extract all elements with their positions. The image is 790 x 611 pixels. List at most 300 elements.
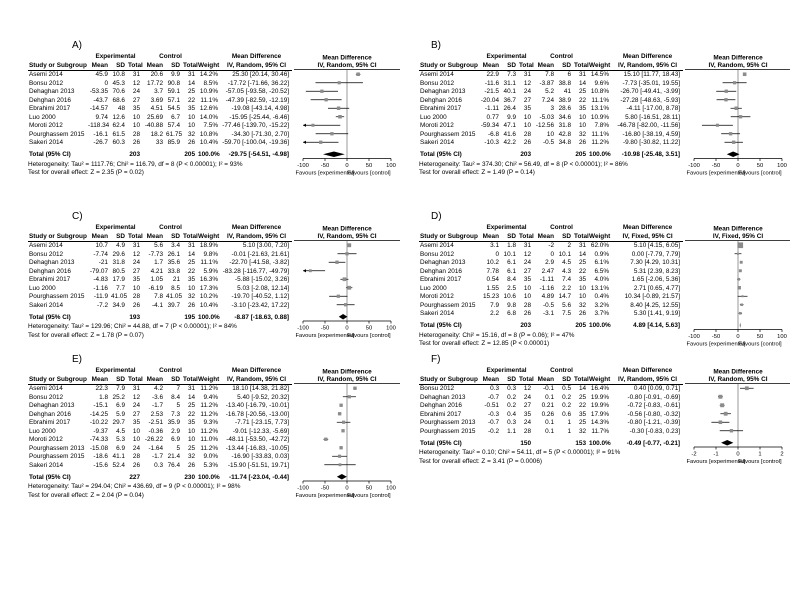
method-header: IV, Fixed, 95% CI xyxy=(612,233,683,242)
ctrl-grand-total-cell: 153 xyxy=(575,439,587,447)
ctrl-sd-cell: 6.7 xyxy=(171,113,181,121)
axis-tick-label: -100 xyxy=(688,163,700,169)
column-header: Mean xyxy=(479,233,502,242)
ctrl-mean-cell: 1.7 xyxy=(154,259,164,266)
ctrl-total-cell: 35 xyxy=(187,419,196,426)
md-column-header: Mean Difference xyxy=(622,53,673,60)
exp-mean-cell: -1.11 xyxy=(484,105,499,112)
effect-marker xyxy=(737,253,739,255)
effect-marker xyxy=(729,132,732,135)
weight-cell: 11.2% xyxy=(200,444,219,452)
exp-total-cell: 35 xyxy=(523,410,532,418)
ctrl-total-cell: 31 xyxy=(187,385,196,392)
study-row xyxy=(419,310,683,319)
overall-effect-note: Test for overall effect: Z = 1.49 (P = 0.14) xyxy=(419,169,535,177)
forest-panel-b xyxy=(419,40,790,180)
column-header: Weight xyxy=(198,375,220,383)
effect-marker xyxy=(724,98,727,101)
ctrl-total-cell: 10 xyxy=(187,436,196,443)
study-name-cell: Dehaghan 2013 xyxy=(420,393,466,401)
spacer-cell xyxy=(88,474,111,483)
pooled-diamond xyxy=(740,322,741,328)
panel-b-plot xyxy=(685,53,790,180)
exp-total-cell: 24 xyxy=(523,259,532,266)
study-name-cell: Ebrahimi 2017 xyxy=(420,276,462,283)
study-name-cell: Sakeri 2014 xyxy=(29,139,64,146)
ctrl-mean-cell: 18.2 xyxy=(150,130,164,138)
weight-cell: 6.5% xyxy=(594,267,610,275)
weight-cell: 11.1% xyxy=(200,259,219,266)
column-header: Mean xyxy=(88,376,111,385)
weight-cell: 3.7% xyxy=(594,310,610,317)
md-ci-cell: 18.10 [14.38, 21.82] xyxy=(232,385,290,392)
ctrl-sd-cell: 21.4 xyxy=(167,453,181,460)
column-header: Mean xyxy=(534,233,557,242)
study-name-cell: Dehghan 2016 xyxy=(29,410,71,418)
effect-marker xyxy=(330,132,333,135)
plot-header-title: Mean Difference xyxy=(713,225,763,233)
exp-mean-cell: -9.37 xyxy=(93,427,108,435)
ctrl-sd-cell: 57.1 xyxy=(167,96,181,104)
exp-total-cell: 24 xyxy=(132,444,141,452)
exp-mean-cell: 9.74 xyxy=(95,113,108,121)
exp-total-cell: 31 xyxy=(523,242,532,249)
exp-total-cell: 12 xyxy=(523,79,532,87)
exp-sd-cell: 8.4 xyxy=(507,276,516,283)
ctrl-sd-cell: 0.6 xyxy=(562,410,572,418)
spacer-cell xyxy=(502,322,519,331)
axis-tick-label: -50 xyxy=(711,334,721,340)
column-header: SD xyxy=(111,376,128,385)
ctrl-mean-cell: 2.47 xyxy=(541,267,555,275)
exp-sd-cell: 12.6 xyxy=(112,113,125,121)
ctrl-mean-cell: 25.69 xyxy=(147,113,164,121)
study-name-cell: Dehghan 2016 xyxy=(420,96,462,104)
exp-total-cell: 35 xyxy=(523,105,532,112)
ctrl-total-cell: 32 xyxy=(187,130,196,138)
study-row xyxy=(419,242,683,251)
ctrl-mean-cell: 4.89 xyxy=(541,293,555,300)
column-header: SD xyxy=(166,233,183,242)
total-md-ci-cell: 4.89 [4.14, 5.63] xyxy=(633,322,681,329)
exp-mean-cell: 0.77 xyxy=(486,113,499,121)
weight-cell: 9.8% xyxy=(203,250,219,258)
exp-sd-cell: 70.6 xyxy=(112,88,125,95)
exp-mean-cell: -21.5 xyxy=(484,88,499,95)
column-header-row xyxy=(28,62,292,71)
md-ci-cell: 1.65 [-2.06, 5.36] xyxy=(631,276,681,283)
study-name-cell: Moroti 2012 xyxy=(29,436,63,443)
exp-mean-cell: 45.9 xyxy=(95,71,108,78)
md-ci-cell: -47.39 [-82.59, -12.19] xyxy=(225,96,290,104)
ctrl-mean-cell: -5.03 xyxy=(539,113,555,121)
ctrl-sd-cell: 76.4 xyxy=(167,461,181,469)
study-name-cell: Asemi 2014 xyxy=(29,71,63,78)
study-row xyxy=(28,105,292,114)
study-name-cell: Moroti 2012 xyxy=(420,293,454,300)
plot-header-title: Mean Difference xyxy=(322,225,372,233)
exp-sd-cell: 29.6 xyxy=(112,250,125,258)
md-ci-cell: 5.40 [-9.52, 20.32] xyxy=(237,393,290,401)
column-header-row xyxy=(419,62,683,71)
overall-effect-note: Test for overall effect: Z = 12.85 (P < 0.00001) xyxy=(419,340,550,348)
column-header: Total xyxy=(574,61,589,69)
ctrl-mean-cell: 0.1 xyxy=(545,427,555,435)
study-row xyxy=(419,259,683,268)
exp-total-cell: 10 xyxy=(132,427,141,435)
spacer-cell xyxy=(88,151,111,160)
total-label-cell: Total (95% CI) xyxy=(420,439,462,447)
study-row xyxy=(28,293,292,302)
exp-total-cell: 12 xyxy=(132,250,141,258)
ctrl-total-cell: 35 xyxy=(578,410,587,418)
exp-total-cell: 24 xyxy=(523,419,532,426)
ctrl-sd-cell: 28.6 xyxy=(558,105,572,112)
column-header: Total xyxy=(574,232,589,240)
ctrl-total-cell: 10 xyxy=(578,113,587,121)
study-name-cell: Dehaghan 2013 xyxy=(29,402,75,409)
exp-sd-cell: 36.7 xyxy=(503,96,516,104)
plot-header-title: Mean Difference xyxy=(322,54,372,62)
spacer-cell xyxy=(557,440,574,449)
effect-marker xyxy=(347,243,351,247)
study-row xyxy=(28,139,292,148)
column-header: Weight xyxy=(589,375,611,383)
ctrl-sd-cell: 3.4 xyxy=(171,242,181,249)
pooled-diamond xyxy=(339,314,348,320)
experimental-group-header: Experimental xyxy=(486,367,527,374)
exp-total-cell: 10 xyxy=(523,113,532,121)
exp-total-cell: 10 xyxy=(523,122,532,129)
spacer-cell xyxy=(419,53,479,62)
effect-marker xyxy=(339,463,342,466)
study-row xyxy=(28,385,292,394)
md-ci-cell: -16.90 [-33.83, 0.03] xyxy=(231,453,290,460)
experimental-group-header: Experimental xyxy=(95,224,136,231)
ctrl-total-cell: 22 xyxy=(578,402,587,409)
ctrl-mean-cell: 7.24 xyxy=(541,96,555,104)
spacer-cell xyxy=(198,367,221,376)
md-column-header: Mean Difference xyxy=(622,224,673,231)
spacer-cell xyxy=(534,322,557,331)
study-row xyxy=(419,88,683,97)
forest-panel-e xyxy=(28,354,400,502)
method-header: IV, Random, 95% CI xyxy=(612,62,683,71)
column-header: SD xyxy=(557,62,574,71)
total-weight-cell: 100.0% xyxy=(198,313,220,321)
exp-sd-cell: 5.9 xyxy=(116,410,125,418)
study-name-cell: Dehaghan 2013 xyxy=(420,88,466,95)
group-header-row xyxy=(419,367,683,376)
exp-sd-cell: 0.2 xyxy=(507,402,516,409)
weight-cell: 10.9% xyxy=(590,113,610,121)
panel-d-plot xyxy=(685,224,790,351)
total-md-ci-cell: -11.74 [-23.04, -0.44] xyxy=(229,473,290,481)
exp-sd-cell: 0.3 xyxy=(507,385,516,392)
study-row xyxy=(28,428,292,437)
favours-right-label: Favours [control] xyxy=(738,459,782,465)
weight-cell: 4.0% xyxy=(594,276,610,283)
ctrl-total-cell: 26 xyxy=(187,139,196,146)
ctrl-total-cell: 10 xyxy=(187,113,196,121)
study-row xyxy=(419,80,683,89)
md-ci-cell: -27.28 [-48.63, -5.93] xyxy=(620,96,681,104)
exp-sd-cell: 41.6 xyxy=(503,130,516,138)
md-ci-cell: -57.05 [-93.58, -20.52] xyxy=(225,88,290,95)
column-header: Mean xyxy=(88,62,111,71)
study-row xyxy=(28,131,292,140)
md-ci-cell: -16.80 [-38.19, 4.59] xyxy=(622,130,681,138)
heterogeneity-note: Heterogeneity: Tau² = 129.96; Chi² = 44.88, df = 7 (P < 0.00001); I² = 84% xyxy=(28,323,237,330)
ctrl-total-cell: 26 xyxy=(187,461,196,469)
study-row xyxy=(28,445,292,454)
ctrl-total-cell: 25 xyxy=(187,259,196,266)
ctrl-total-cell: 32 xyxy=(578,301,587,309)
spacer-cell xyxy=(28,367,88,376)
column-header: Weight xyxy=(198,232,220,240)
exp-mean-cell: -0.7 xyxy=(487,419,499,426)
column-header: Mean xyxy=(534,62,557,71)
column-header: Total xyxy=(128,61,143,69)
study-row xyxy=(28,80,292,89)
exp-total-cell: 26 xyxy=(132,461,141,469)
ctrl-mean-cell: -1.7 xyxy=(152,402,164,409)
exp-mean-cell: -1.16 xyxy=(93,284,108,292)
ctrl-sd-cell: 8.4 xyxy=(171,393,181,401)
exp-sd-cell: 2.5 xyxy=(507,284,516,292)
study-row xyxy=(419,394,683,403)
study-name-cell: Dehghan 2016 xyxy=(420,402,462,409)
ctrl-mean-cell: -1.7 xyxy=(152,453,164,460)
md-ci-cell: -7.73 [-35.01, 19.55] xyxy=(622,79,681,87)
ctrl-sd-cell: 0.5 xyxy=(562,385,572,392)
study-name-cell: Bonsu 2012 xyxy=(29,250,64,258)
md-ci-cell: 0.00 [-7.79, 7.79] xyxy=(631,250,681,258)
favours-right-label: Favours [control] xyxy=(738,341,782,348)
plot-header-title: Mean Difference xyxy=(713,54,763,62)
ctrl-total-cell: 31 xyxy=(578,71,587,78)
ctrl-mean-cell: 7.8 xyxy=(154,293,164,300)
study-name-cell: Pourghassem 2015 xyxy=(29,293,85,300)
ctrl-sd-cell: 26.1 xyxy=(167,250,181,258)
effect-marker xyxy=(739,115,742,118)
ctrl-sd-cell: 9.9 xyxy=(171,71,181,78)
panel-f-table xyxy=(419,367,683,465)
forest-plot-svg xyxy=(294,224,400,342)
exp-mean-cell: -15.1 xyxy=(93,402,108,409)
exp-sd-cell: 40.1 xyxy=(503,88,516,95)
exp-total-cell: 10 xyxy=(132,113,141,121)
exp-grand-total-cell: 193 xyxy=(129,313,141,321)
study-row xyxy=(419,131,683,140)
axis-tick-label: 50 xyxy=(756,163,764,169)
group-header-row xyxy=(28,53,292,62)
ctrl-total-cell: 22 xyxy=(187,96,196,104)
group-header-row xyxy=(419,224,683,233)
md-ci-cell: 25.30 [20.14, 30.46] xyxy=(232,71,290,78)
study-name-cell: Pourghassem 2015 xyxy=(29,453,85,460)
effect-marker xyxy=(338,412,341,415)
md-ci-cell: -26.70 [-49.41, -3.99] xyxy=(620,88,681,95)
column-header: SD xyxy=(166,62,183,71)
forest-table xyxy=(419,53,683,160)
control-group-header: Control xyxy=(550,224,573,231)
panel-label-a: A) xyxy=(72,40,82,51)
axis-tick-label: 0 xyxy=(345,485,349,492)
column-header-row xyxy=(419,233,683,242)
column-header: Total xyxy=(128,232,143,240)
md-ci-cell: -19.08 [-43.14, 4.98] xyxy=(231,105,290,112)
study-row xyxy=(419,97,683,106)
exp-sd-cell: 60.3 xyxy=(112,139,125,146)
exp-mean-cell: -14.57 xyxy=(89,105,108,112)
plot-header-method: IV, Random, 95% CI xyxy=(317,233,377,240)
weight-cell: 11.2% xyxy=(200,385,219,392)
exp-sd-cell: 47.1 xyxy=(503,122,516,129)
study-row xyxy=(28,394,292,403)
weight-cell: 14.5% xyxy=(590,71,610,78)
axis-tick-label: 0 xyxy=(736,334,740,340)
experimental-group-header: Experimental xyxy=(95,367,136,374)
study-row xyxy=(28,114,292,123)
spacer-cell xyxy=(111,474,128,483)
ctrl-sd-cell: 21 xyxy=(172,276,181,283)
exp-mean-cell: -0.2 xyxy=(487,427,499,435)
total-md-ci-cell: -10.98 [-25.48, 3.51] xyxy=(621,151,681,158)
ctrl-mean-cell: 10 xyxy=(546,130,555,138)
exp-sd-cell: 31.1 xyxy=(503,79,516,87)
axis-tick-label: 50 xyxy=(756,334,764,340)
effect-marker xyxy=(341,429,344,432)
effect-marker xyxy=(734,107,737,110)
weight-cell: 9.0% xyxy=(203,453,219,460)
favours-right-label: Favours [control] xyxy=(738,170,782,177)
ctrl-mean-cell: 3 xyxy=(550,105,555,112)
column-header: Weight xyxy=(589,61,611,69)
spacer-cell xyxy=(166,151,183,160)
column-header: Weight xyxy=(198,61,220,69)
ctrl-mean-cell: 2.53 xyxy=(150,410,164,418)
ctrl-sd-cell: 1 xyxy=(567,427,572,435)
weight-cell: 18.9% xyxy=(199,242,219,249)
ctrl-sd-cell: 6 xyxy=(567,71,572,78)
ctrl-mean-cell: -12.56 xyxy=(535,122,555,129)
exp-sd-cell: 29.7 xyxy=(112,419,125,426)
ctrl-sd-cell: 61.75 xyxy=(166,130,183,138)
ctrl-sd-cell: 90.8 xyxy=(167,79,181,87)
forest-panel-f xyxy=(419,354,790,468)
md-ci-cell: 5.31 [2.39, 8.23] xyxy=(633,267,681,275)
spacer-cell xyxy=(166,314,183,323)
plot-header-method: IV, Fixed, 95% CI xyxy=(712,233,764,240)
exp-sd-cell: 6.1 xyxy=(507,267,516,275)
axis-tick-label: -2 xyxy=(691,451,697,458)
effect-marker xyxy=(339,446,342,449)
study-name-cell: Dehaghan 2013 xyxy=(420,259,466,266)
weight-cell: 11.2% xyxy=(591,139,610,146)
effect-marker xyxy=(737,242,743,248)
panel-c-table xyxy=(28,224,292,339)
ctrl-total-cell: 32 xyxy=(578,130,587,138)
exp-total-cell: 12 xyxy=(523,250,532,258)
md-ci-cell: -0.80 [-1.21, -0.39] xyxy=(627,419,681,426)
left-arrow-icon xyxy=(303,141,306,144)
exp-mean-cell: -15.6 xyxy=(93,461,108,469)
weight-cell: 6.1% xyxy=(594,259,610,266)
forest-table xyxy=(28,224,292,322)
ctrl-mean-cell: -2 xyxy=(548,242,555,249)
total-row xyxy=(28,314,292,323)
effect-marker xyxy=(338,455,341,458)
plot-header-method: IV, Random, 95% CI xyxy=(317,62,377,69)
exp-total-cell: 27 xyxy=(523,96,532,104)
spacer-cell xyxy=(557,322,574,331)
exp-sd-cell: 61.5 xyxy=(112,130,125,138)
weight-cell: 5.3% xyxy=(203,461,219,469)
weight-cell: 10.2% xyxy=(199,293,219,300)
total-row xyxy=(419,322,683,331)
panel-label-d: D) xyxy=(431,211,442,222)
effect-marker xyxy=(337,295,340,298)
exp-mean-cell: -21 xyxy=(98,259,108,266)
axis-tick-label: -100 xyxy=(297,163,309,169)
spacer-cell xyxy=(479,440,502,449)
ctrl-mean-cell: 4.21 xyxy=(150,267,164,275)
weight-cell: 19.9% xyxy=(590,402,610,409)
ctrl-mean-cell: -3.1 xyxy=(543,310,555,317)
exp-total-cell: 24 xyxy=(523,88,532,95)
column-header: Study or Subgroup xyxy=(29,61,87,69)
study-name-cell: Luo 2000 xyxy=(420,284,447,292)
ctrl-mean-cell: -0.36 xyxy=(148,427,164,435)
ctrl-mean-cell: 0.21 xyxy=(541,402,555,409)
ctrl-mean-cell: -1.11 xyxy=(539,276,555,283)
exp-total-cell: 10 xyxy=(132,436,141,443)
weight-cell: 11.1% xyxy=(200,96,219,104)
ctrl-mean-cell: 3.7 xyxy=(154,88,164,95)
column-header: Mean xyxy=(479,376,502,385)
column-header-row xyxy=(28,376,292,385)
ctrl-sd-cell: 10.1 xyxy=(558,250,572,258)
effect-marker xyxy=(320,90,323,93)
exp-sd-cell: 6.8 xyxy=(507,310,516,317)
pooled-diamond xyxy=(721,440,733,446)
ctrl-sd-cell: 0.2 xyxy=(562,393,572,401)
control-group-header: Control xyxy=(550,53,573,60)
exp-mean-cell: -11.6 xyxy=(484,79,499,87)
study-name-cell: Sakeri 2014 xyxy=(29,301,64,309)
total-row xyxy=(419,151,683,160)
md-ci-cell: -7.71 [-23.15, 7.73] xyxy=(235,419,290,426)
spacer-cell xyxy=(589,367,612,376)
ctrl-total-cell: 25 xyxy=(578,259,587,266)
effect-marker xyxy=(716,124,719,127)
ctrl-mean-cell: -0.5 xyxy=(543,301,555,309)
weight-cell: 5.9% xyxy=(203,267,219,275)
left-arrow-icon xyxy=(303,124,306,127)
ctrl-total-cell: 35 xyxy=(578,276,587,283)
effect-marker xyxy=(324,438,327,441)
ctrl-mean-cell: 1.05 xyxy=(150,276,164,283)
ctrl-mean-cell: 3.69 xyxy=(150,96,164,104)
ctrl-sd-cell: 1 xyxy=(567,419,572,426)
exp-total-cell: 35 xyxy=(132,276,141,283)
column-header: Study or Subgroup xyxy=(29,375,87,383)
ctrl-mean-cell: 5.6 xyxy=(154,242,164,249)
weight-cell: 16.3% xyxy=(199,276,219,283)
ctrl-sd-cell: 57.4 xyxy=(167,122,181,129)
weight-cell: 11.7% xyxy=(591,427,610,435)
